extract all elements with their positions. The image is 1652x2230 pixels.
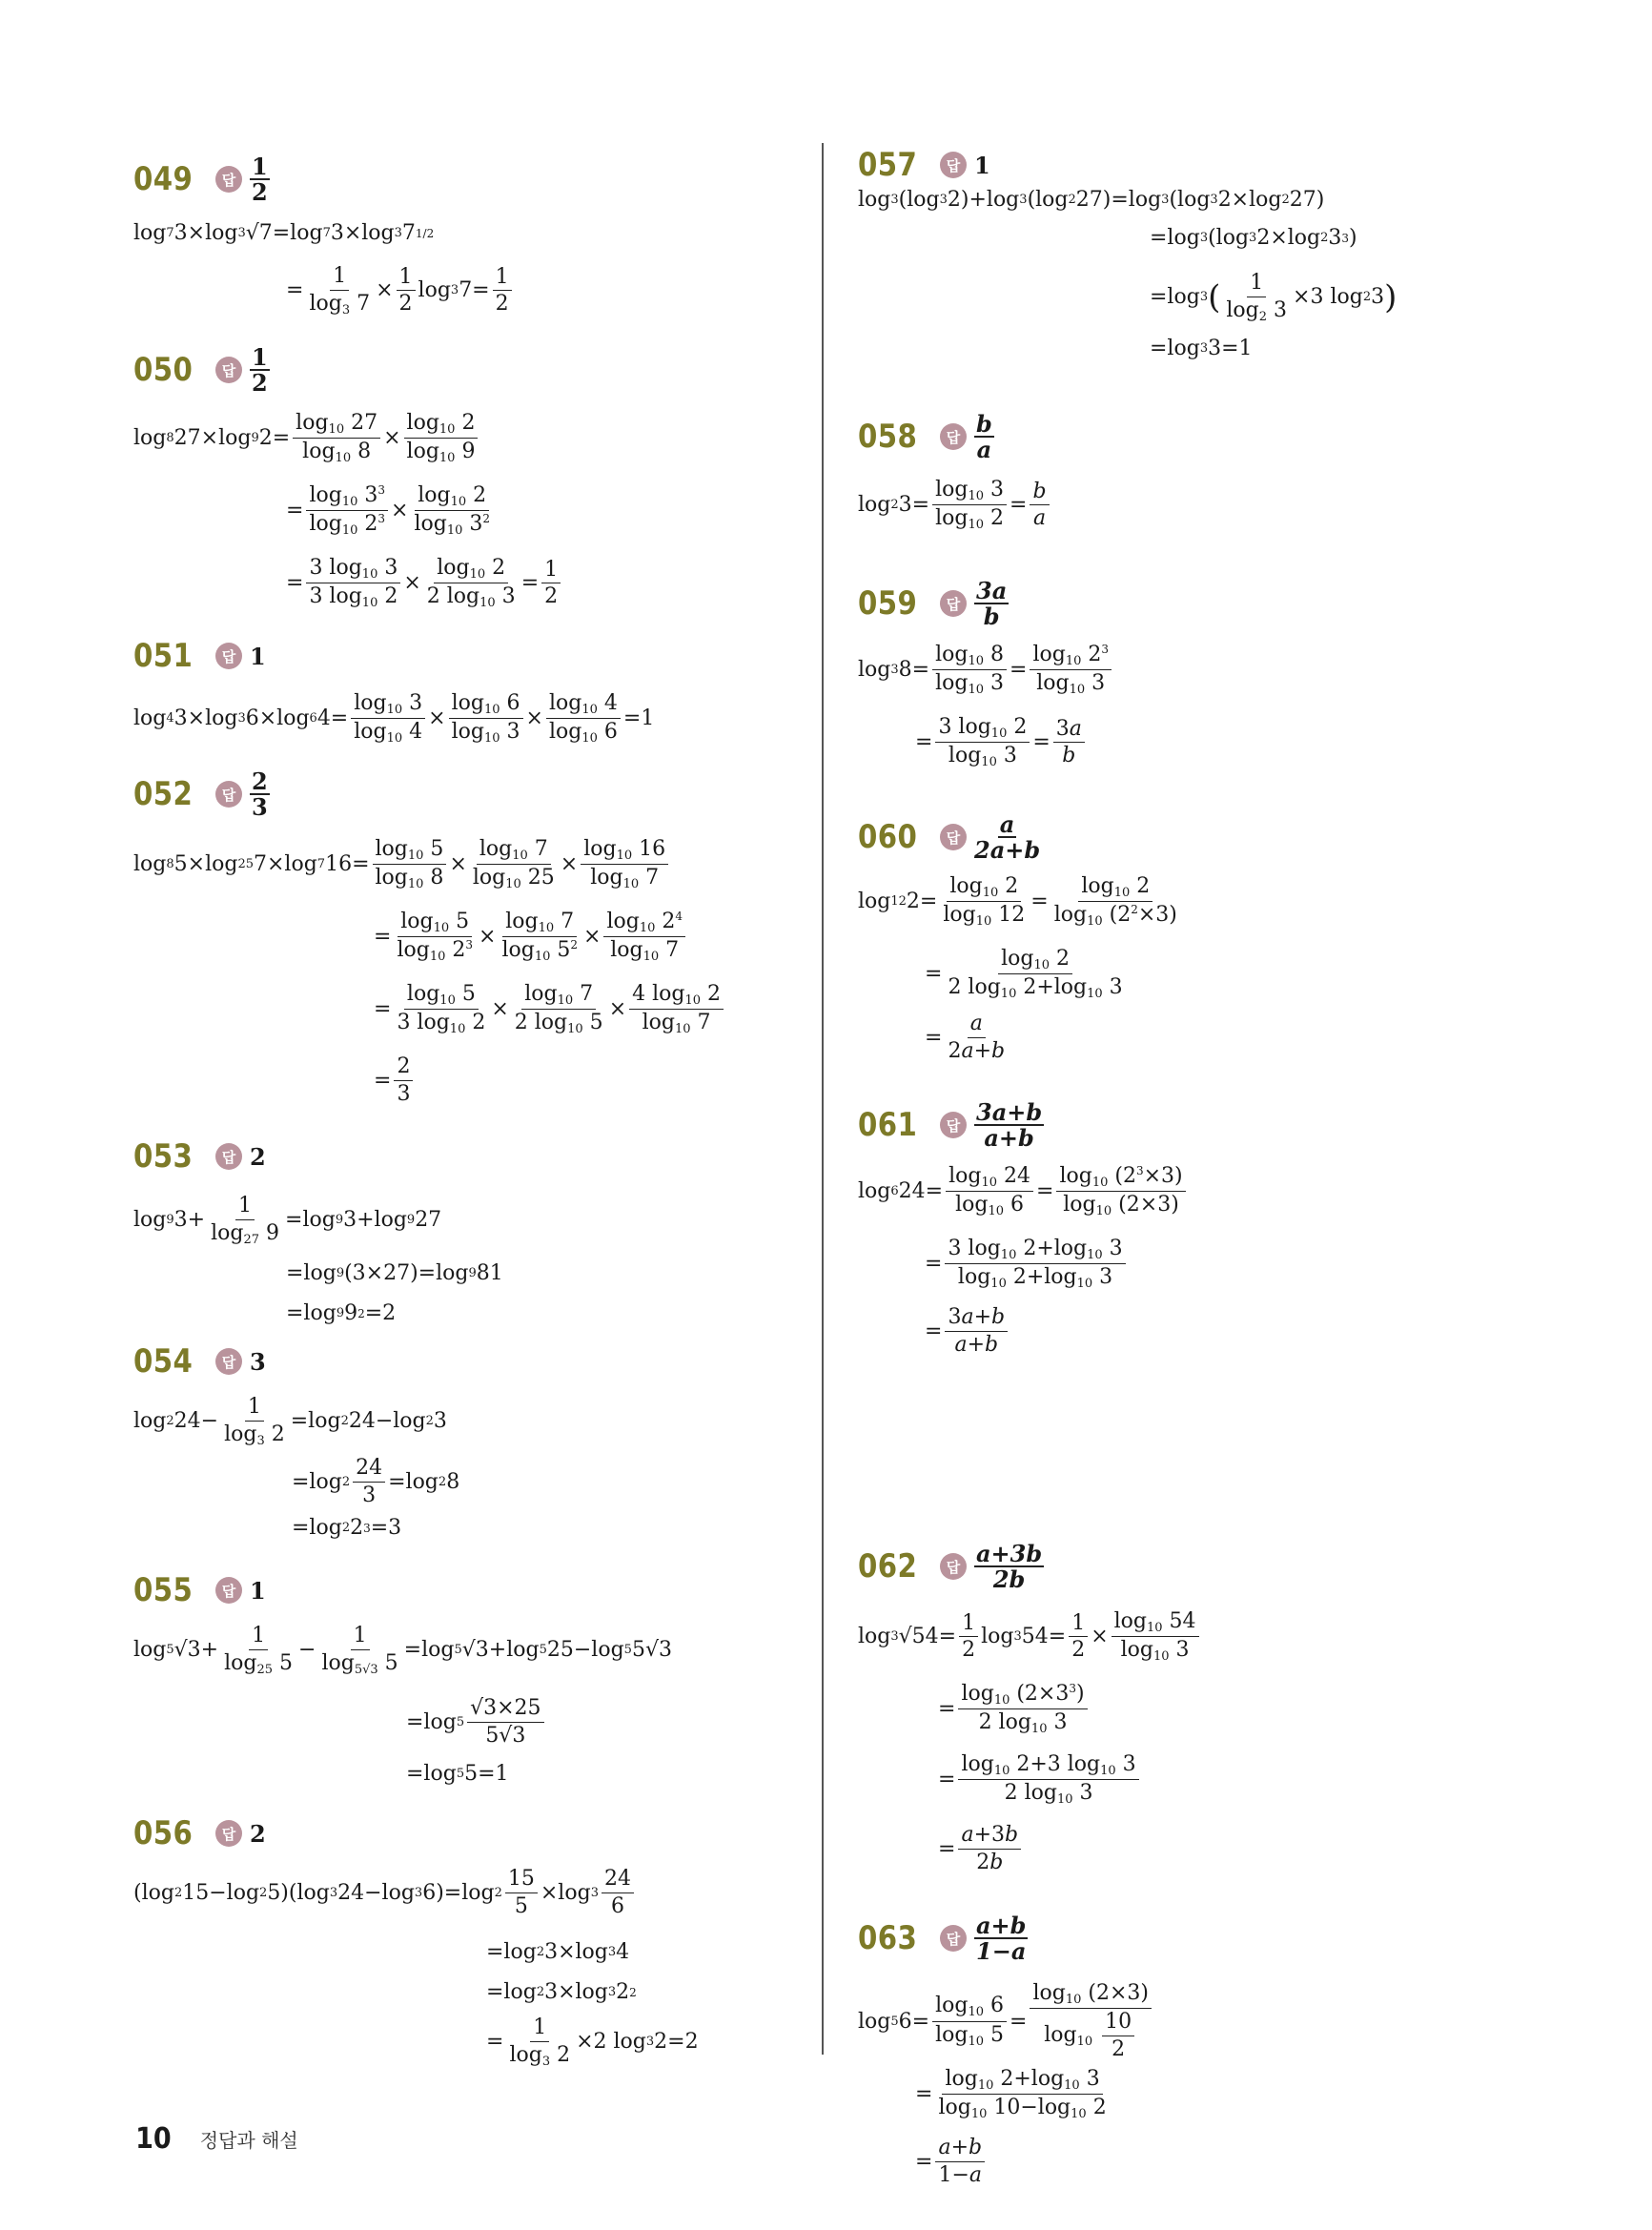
problem-number: 049 <box>133 160 194 198</box>
solution-line: =log 3 ( $\frac{1}{\log_2 3}$ ×3 log 2 3 ) <box>1150 271 1397 324</box>
problem-049 <box>133 152 509 317</box>
problem-header <box>133 343 270 397</box>
problem-header <box>858 1912 1028 1965</box>
problem-header <box>133 1807 266 1860</box>
solution-line: log 3 √54= $\frac{1}{2}$ log 3 54= $\frac{1}{2}$ × $\frac{\log_{10} 54}{\log_{10} 3}$ <box>858 1608 1202 1666</box>
answer-badge: 답 <box>940 152 967 178</box>
column-divider <box>822 143 824 2055</box>
solution-line: =log 9 (3×27)=log 9 81 <box>286 1261 503 1285</box>
problem-number: 057 <box>858 146 918 184</box>
answer-value: b a <box>976 409 992 463</box>
solution-line: log 5 √3+ $\frac{1}{\log_{25} 5}$ − $\frac{1}{\log_{5√3} 5}$ =log 5 √3+log 5 25−log 5 5√3 <box>133 1624 672 1677</box>
problem-number: 052 <box>133 775 194 813</box>
problem-header <box>133 153 270 206</box>
solution-line: =log 2 2 3 =3 <box>292 1516 402 1540</box>
problem-number: 059 <box>858 584 918 623</box>
solution-line: log 5 6= $\frac{\log_{10} 6}{\log_{10} 5}$ = $\log_{10} (2\times 3)$ $\log_{10}$ $\frac{10}{2}$ <box>858 1980 1154 2062</box>
page-number: 10 <box>135 2122 172 2156</box>
solution-line: =log 5 $\frac{√3\times 25}{5√3}$ <box>406 1695 547 1749</box>
problem-header <box>133 1130 266 1183</box>
answer-badge: 답 <box>215 643 242 669</box>
problem-header <box>858 410 994 463</box>
solution-line: log 6 24= $\frac{\log_{10} 24}{\log_{10} 6}$ = $\frac{\log_{10} (2^3\times 3)}{\log_{10} (2\times 3)}$ <box>858 1163 1189 1220</box>
solution-line: = $\frac{3a+b}{a+b}$ <box>925 1304 1010 1358</box>
problem-053 <box>133 1130 503 1325</box>
problem-062 <box>858 1539 1196 1874</box>
solution-line: log 4 3×log 3 6×log 6 4= $\frac{\log_{10} 3}{\log_{10} 4}$ × $\frac{\log_{10} 6}{\log_{10} 3}$ × $\frac{\log_{10} 4}{\log_{10} 6}$ =1 <box>133 691 655 747</box>
answer-value: a+3b 2b <box>976 1539 1043 1593</box>
solution-line: (log 2 15−log 2 5)(log 3 24−log 3 6)=log 2 $\frac{15}{5}$ ×log 3 $\frac{24}{6}$ <box>133 1866 637 1919</box>
solution-line: = $\frac{\log_{10} 2+\log_{10} 3}{\log_{10} 10-\log_{10} 2}$ <box>915 2067 1107 2122</box>
problem-number: 056 <box>133 1814 194 1852</box>
answer-value: 1 <box>974 151 990 179</box>
solution-line: = $\frac{\log_{10} 3^3}{\log_{10} 2^3}$ × $\frac{\log_{10} 2}{\log_{10} 3^2}$ <box>286 483 490 539</box>
problem-059 <box>858 576 1110 770</box>
answer-badge: 답 <box>215 1348 242 1375</box>
answer-value: 1 <box>250 642 266 670</box>
solution-line: =log 2 3×log 3 2 2 <box>486 1980 637 2004</box>
answer-badge: 답 <box>215 166 242 193</box>
solution-line: log 8 27×log 9 2= $\frac{\log_{10} 27}{\log_{10} 8}$ × $\frac{\log_{10} 2}{\log_{10} 9}$ <box>133 410 480 467</box>
solution-line: = $\frac{a}{2a+b}$ <box>925 1012 1006 1063</box>
answer-value: 2 <box>250 1142 266 1171</box>
problem-051 <box>133 629 655 747</box>
answer-badge: 답 <box>940 824 967 850</box>
answer-badge: 답 <box>215 1820 242 1847</box>
problem-number: 055 <box>133 1571 194 1609</box>
solution-line: log 9 3+ $\frac{1}{\log_{27} 9}$ =log 9 3+log 9 27 <box>133 1194 442 1247</box>
solution-line: = $\frac{3 \log_{10} 2+\log_{10} 3}{\log_{10} 2+\log_{10} 3}$ <box>925 1236 1129 1293</box>
problem-050 <box>133 342 559 611</box>
solution-line: = $\frac{3 \log_{10} 2}{\log_{10} 3}$ = $\frac{3a}{b}$ <box>915 714 1088 771</box>
problem-number: 060 <box>858 818 918 856</box>
solution-line: log 8 5×log 25 7×log 7 16= $\frac{\log_{10} 5}{\log_{10} 8}$ × $\frac{\log_{10} 7}{\log_{10} 25}$ × $\frac{\log_{10} 16}{\log_{10} 7}$ <box>133 836 671 893</box>
solution-line: log 7 3×log 3 √7=log 7 3×log 3 7 1/2 <box>133 221 435 245</box>
problem-number: 058 <box>858 418 918 456</box>
solution-line: log 3 (log 3 2)+log 3 (log 2 27)=log 3 (log 3 2×log 2 27) <box>858 188 1325 212</box>
answer-badge: 답 <box>940 1553 967 1580</box>
solution-line: log 2 3= $\frac{\log_{10} 3}{\log_{10} 2}$ = $\frac{b}{a}$ <box>858 477 1052 534</box>
answer-value: a+b 1−a <box>976 1911 1027 1965</box>
section-title: 정답과 해설 <box>199 2129 298 2152</box>
answer-badge: 답 <box>215 781 242 808</box>
answer-value: 1 2 <box>252 152 268 206</box>
answer-value: 2 3 <box>252 767 268 821</box>
answer-badge: 답 <box>215 1577 242 1604</box>
problem-header <box>133 1564 266 1617</box>
answer-badge: 답 <box>940 1925 967 1952</box>
solution-line: = $\frac{a+b}{1-a}$ <box>915 2135 988 2188</box>
answer-badge: 답 <box>215 357 242 383</box>
solution-line: log 12 2= $\frac{\log_{10} 2}{\log_{10} 12}$ = $\frac{\log_{10} 2}{\log_{10} (2^2\times 3)}$ <box>858 874 1177 930</box>
solution-line: = $\frac{1}{\log_3 2}$ ×2 log 3 2=2 <box>486 2015 699 2069</box>
solution-line: =log 2 3×log 3 4 <box>486 1940 630 1964</box>
answer-value: a 2a+b <box>974 809 1041 864</box>
problem-header <box>858 138 990 192</box>
solution-line: log 2 24− $\frac{1}{\log_3 2}$ =log 2 24−log 2 3 <box>133 1395 447 1448</box>
solution-line: =log 9 9 2 =2 <box>286 1301 397 1325</box>
solution-line: = $\frac{1}{\log_3 7}$ × $\frac{1}{2}$ log 3 7= $\frac{1}{2}$ <box>286 263 515 318</box>
problem-number: 054 <box>133 1342 194 1381</box>
problem-057 <box>858 138 1397 360</box>
answer-value: 1 2 <box>252 342 268 397</box>
solution-line: log 3 8= $\frac{\log_{10} 8}{\log_{10} 3}$ = $\frac{\log_{10} 2^3}{\log_{10} 3}$ <box>858 642 1114 699</box>
problem-header <box>858 810 1040 864</box>
answer-value: 1 <box>250 1576 266 1605</box>
problem-number: 050 <box>133 351 194 389</box>
answer-value: 3 <box>250 1347 266 1376</box>
problem-052 <box>133 767 722 1106</box>
problem-056 <box>133 1807 699 2069</box>
problem-header <box>133 629 266 683</box>
problem-054 <box>133 1335 460 1540</box>
problem-number: 062 <box>858 1547 918 1586</box>
problem-number: 063 <box>858 1919 918 1957</box>
solution-line: = $\frac{\log_{10} 5}{\log_{10} 2^3}$ × $\frac{\log_{10} 7}{\log_{10} 5^2}$ × $\frac{\log_{10} 2^4}{\log_{10} 7}$ <box>374 909 688 966</box>
solution-line: = $\frac{2}{3}$ <box>374 1054 416 1107</box>
solution-line: = $\frac{\log_{10} 2}{2 \log_{10} 2+\log_{10} 3}$ <box>925 947 1123 1002</box>
answer-badge: 답 <box>940 1112 967 1138</box>
page-footer <box>133 2122 298 2156</box>
problem-055 <box>133 1564 672 1786</box>
problem-header <box>133 1335 266 1388</box>
answer-value: 3a+b a+b <box>976 1097 1043 1152</box>
solution-line: =log 2 $\frac{24}{3}$ =log 2 8 <box>292 1456 460 1507</box>
problem-number: 053 <box>133 1137 194 1176</box>
solution-line: =log 3 3=1 <box>1150 337 1253 360</box>
solution-line: = $\frac{a+3b}{2b}$ <box>938 1822 1024 1875</box>
answer-value: 2 <box>250 1819 266 1848</box>
solution-line: = $\frac{3 \log_{10} 3}{3 \log_{10} 2}$ × $\frac{\log_{10} 2}{2 \log_{10} 3}$ = $\frac{1}{2}$ <box>286 555 563 612</box>
problem-header <box>858 1540 1044 1593</box>
answer-badge: 답 <box>215 1143 242 1170</box>
solution-line: =log 5 5=1 <box>406 1762 509 1786</box>
answer-value: 3a b <box>976 576 1008 630</box>
solution-line: = $\frac{\log_{10} 5}{3 \log_{10} 2}$ × $\frac{\log_{10} 7}{2 \log_{10} 5}$ × $\frac{4 \log_{10} 2}{\log_{10} 7}$ <box>374 981 726 1038</box>
solution-line: = $\frac{\log_{10} 2+3 \log_{10} 3}{2 \log_{10} 3}$ <box>938 1751 1142 1809</box>
problem-060 <box>858 809 1177 1063</box>
problem-header <box>858 577 1009 630</box>
problem-header <box>858 1098 1044 1152</box>
problem-header <box>133 767 270 821</box>
problem-number: 061 <box>858 1106 918 1144</box>
problem-061 <box>858 1097 1183 1357</box>
problem-063 <box>858 1911 1149 2187</box>
problem-058 <box>858 409 1047 533</box>
solution-line: =log 3 (log 3 2×log 2 3 3 ) <box>1150 226 1357 250</box>
answer-badge: 답 <box>940 590 967 617</box>
answer-badge: 답 <box>940 423 967 450</box>
solution-line: = $\frac{\log_{10} (2\times 3^3)}{2 \log_{10} 3}$ <box>938 1681 1091 1738</box>
problem-number: 051 <box>133 637 194 675</box>
